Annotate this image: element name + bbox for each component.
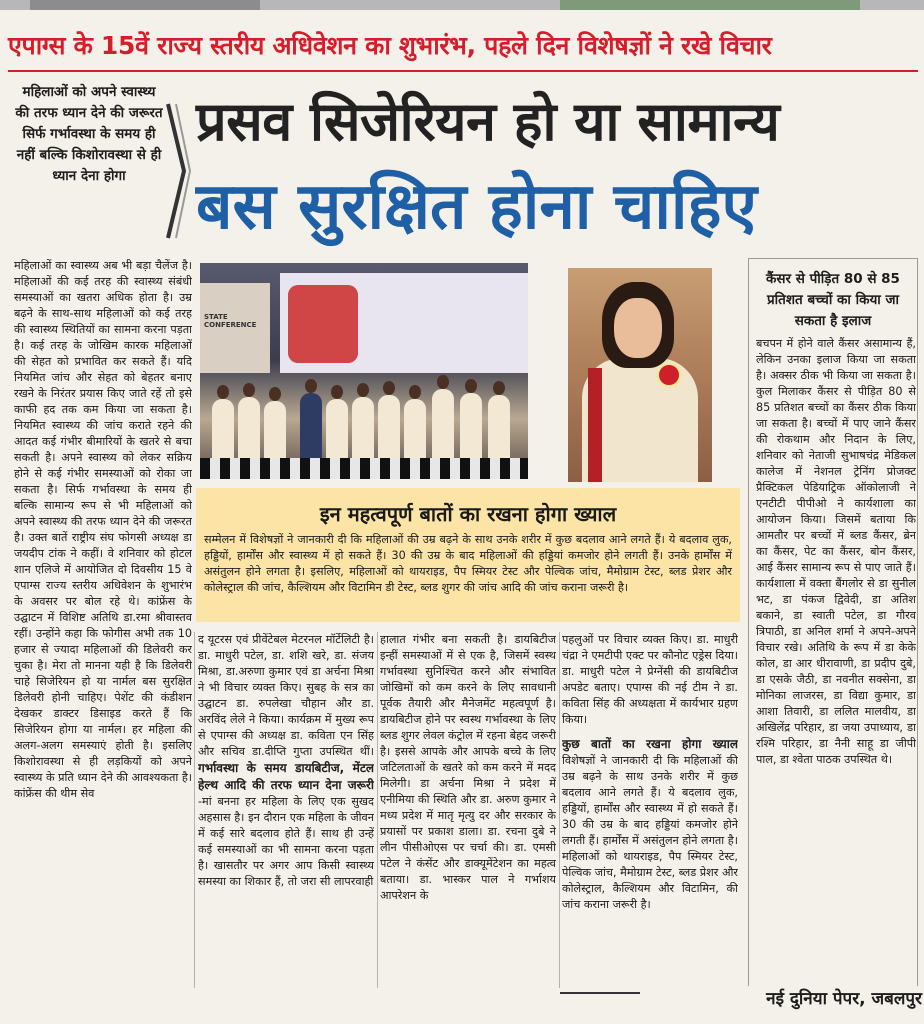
- top-photo-strip: [0, 0, 924, 10]
- source-credit: नई दुनिया पेपर, जबलपुर: [640, 986, 922, 1009]
- column-2-text-a: द यूटरस एवं प्रीवेंटेबल मेटरनल मॉर्टेलिटी है। डा. माधुरी पटेल, डा. शशि खरे, डा. संजय मिश्रा, डा.अरुणा कुमार एवं डा अर्चना मिश्रा ने भी विचार व्यक्त किए। सुबह के सत्र का उद्घाटन डा. रुपलेखा चौहान और डा. अरविंद लेले ने किया। कार्यक्रम में मुख्य रूप से एपाग्स की अध्यक्ष डा. कविता एन सिंह और सचिव डा.दीप्ति गुप्ता उपस्थित थीं।: [198, 633, 374, 758]
- highlight-box: [196, 488, 740, 622]
- column-4-text-a: पहलुओं पर विचार व्यक्त किए। डा. माधुरी चंद्रा ने एमटीपी एक्ट पर कौनोट एड्रेस दिया। डा. माधुरी पटेल ने प्रेग्नेंसी की डायबिटीज अपडेट बताए। एपाग्स की नई टीम ने डा. कविता सिंह की अध्यक्षता में कार्यभार ग्रहण किया।: [562, 633, 738, 726]
- main-headline-line-1: प्रसव सिजेरियन हो या सामान्य: [196, 90, 780, 153]
- top-headline: एपाग्स के 15वें राज्य स्तरीय अधिवेशन का शुभारंभ, पहले दिन विशेषज्ञों ने रखे विचार: [8, 31, 772, 60]
- column-4-subheading: कुछ बातों का रखना होगा ख्याल: [562, 737, 738, 751]
- cancer-sidebar-title: कैंसर से पीड़ित 80 से 85 प्रतिशत बच्चों का किया जा सकता है इलाज: [766, 271, 900, 329]
- chevron-right-icon: [164, 96, 192, 246]
- banner-text: STATE CONFERENCE: [204, 313, 257, 329]
- highlight-box-title: इन महत्वपूर्ण बातों का रखना होगा ख्याल: [319, 502, 617, 526]
- article-column-4: [562, 632, 738, 988]
- main-headline-line-2: बस सुरक्षित होना चाहिए: [196, 170, 757, 244]
- column-2-text-b: -मां बनना हर महिला के लिए एक सुखद अहसास है। इन दौरान एक महिला के जीवन में कई सारे बदलाव होते हैं। साथ ही उन्हें कई समस्याओं का भी सामना करना पड़ता है। खासतौर पर अगर आप किसी स्वास्थ्य समस्या का शिकार हैं, तो जरा सी लापरवाही: [198, 795, 374, 888]
- conference-banner: [200, 283, 270, 373]
- article-column-3: हालात गंभीर बना सकती है। डायबिटीज इन्हीं समस्याओं में से एक है, जिसमें स्वस्थ गर्भावस्था सुनिश्चित करने और संभावित जोखिमों को कम करने के लिए सावधानी पूर्वक तैयारी और मैनेजमेंट महत्वपूर्ण है। डायबिटीज होने पर स्वस्थ गर्भावस्था के लिए ब्लड शुगर लेवल कंट्रोल में रहना बेहद जरूरी है। इससे आपके और आपके बच्चे के लिए जटिलताओं के खतरे को कम करने में मदद मिलेगी। डा अर्चना मिश्रा ने प्रदेश में एनीमिया की स्थिति और डा. अरुण कुमार ने मध्य प्रदेश में मातृ मृत्यु दर और सरकार के प्रयासों पर प्रकाश डाला। डा. रचना दुबे ने लीन पीसीओएस पर चर्चा की। डा. एमसी पटेल ने कंसेंट और डाक्यूमेंटेशन का महत्व बताया। डा. भास्कर पाल ने गर्भाशय आपरेशन के: [380, 633, 556, 902]
- rosette-badge-icon: [656, 362, 682, 388]
- column-4-text-b: विशेषज्ञों ने जानकारी दी कि महिलाओं की उम्र बढ़ने के साथ उनके शरीर में कुछ बदलाव आने लगते हैं। ये बदलाव लुक, हड्डियों, हार्मोंस और स्वास्थ्य में हो सकते हैं। 30 की उम्र के बाद हड्डियां कमजोर होने लगती हैं। हार्मोंस में असंतुलन होने लगता है। महिलाओं को थायराइड, पैप स्मियर टेस्ट, पेल्विक जांच, मैमोग्राम टेस्ट, ब्लड प्रेशर और कोलेस्ट्राल, कैल्शियम और विटामिन, की जांच कराना जरूरी है।: [562, 754, 738, 911]
- stage-floor: [200, 458, 528, 479]
- article-column-2: [198, 632, 374, 988]
- article-column-1: महिलाओं का स्वास्थ्य अब भी बड़ा चैलेंज है। महिलाओं की कई तरह की स्वास्थ्य संबंधी समस्याओं का खतरा अधिक होता है। उम्र बढ़ने के साथ-साथ महिलाओं को कई तरह की स्वास्थ्य स्थितियों का सामना करना पड़ता है। कई तरह के जोखिम कारक महिलाओं की सेहत को प्रभावित कर सकते हैं। यदि नियमित जांच और सेहत को बेहतर बनाए रखने के निरंतर प्रयास किए जाते रहें तो इसे काफी हद तक कम किया जा सकता है। नियमित स्वास्थ्य की जांच कराते रहने की आदत कई गंभीर बीमारियों के खतरे से बचा सकती है। अपने स्वास्थ्य को लेकर सक्रिय होने से कई गंभीर समस्याओं को रोका जा सकता है। सिर्फ गर्भावस्था के समय ही बल्कि सामान्य रूप से भी महिलाओं को अपने स्वास्थ्य की तरफ ध्यान देने की जरूरत है। उक्त बातें राष्ट्रीय संघ फोगसी अध्यक्ष डा जयदीप टांक ने कहीं। वे शनिवार को होटल शान एलिजे में आयोजित दो दिवसीय 15 वे एपाग्स राज्य स्तरीय अधिवेशन के शुभारंभ के अवसर पर बोल रहे थे। कांफ्रेंस के उद्घाटन में विशिष्ट अतिथि डा.रमा श्रीवास्तव रहीं। उन्होंने कहा कि फोगीस अभी तक 10 हजार से ज्यादा महिलाओं की डिलेवरी कर चुका है। मेरा तो मानना यही है कि डिलेवरी चाहे सिजेरियन हो या नार्मल बस सुरक्षित डिलेवरी होनी चाहिए। पेशेंट की कंडीशन देखकर डाक्टर डिसाइड करते हैं कि सिजेरियन होगा या नार्मल। हर महिला की अलग-अलग समस्याएं होती है। इसलिए किशोरावस्था से ही लड़कियों को अपने स्वास्थ्य के प्रति ध्यान देने की आवश्यकता है। कांफ्रेंस की थीम सेव: [14, 259, 192, 800]
- column-2-subheading: गर्भावस्था के समय डायबिटीज, मेंटल हेल्थ आदि की तरफ ध्यान देना जरूरी: [198, 761, 374, 792]
- highlight-box-text: सम्मेलन में विशेषज्ञों ने जानकारी दी कि महिलाओं की उम्र बढ़ने के साथ उनके शरीर में कुछ बदलाव आने लगते हैं। ये बदलाव लुक, हड्डियों, हार्मोंस और स्वास्थ्य में हो सकते हैं। 30 की उम्र के बाद महिलाओं की हड्डियां कमजोर होने लगती हैं। उनके हार्मोंस में असंतुलन होने लगता है। इसलिए, महिलाओं को थायराइड, पैप स्मियर टेस्ट और पेल्विक जांच, मैमोग्राम टेस्ट, ब्लड प्रेशर और कोलेस्ट्राल की जांच, कैल्शियम और विटामिन डी टेस्ट, ब्लड शुगर की जांच आदि की जांच कराना जरूरी है।: [204, 533, 732, 594]
- side-note: महिलाओं को अपने स्वास्थ्य की तरफ ध्यान देने की जरूरत सिर्फ गर्भावस्था के समय ही नहीं बल्कि किशोरावस्था से ही ध्यान देना होगा: [15, 84, 163, 184]
- conference-group-photo: [200, 263, 528, 479]
- divider: [8, 70, 918, 72]
- cancer-sidebar-text: बचपन में होने वाले कैंसर असामान्य हैं, लेकिन उनका इलाज किया जा सकता है। अक्सर ठीक भी किया जा सकता है। कुल मिलाकर कैंसर से पीड़ित 80 से 85 प्रतिशत बच्चों का कैंसर ठीक किया जा सकता है। बच्चों में पाए जाने कैंसर की रोकथाम और निदान के लिए, शनिवार को नेताजी सुभाषचंद्र मेडिकल कालेज में नेशनल ट्रेनिंग प्रोजक्ट प्रैक्टिकल पेडियाट्रिक ऑकोलाजी ने एनटीटी पीपीओ ने कार्यशाला का आयोजन किया। जिसमें बताया कि आमतौर पर बच्चों में ब्लड कैंसर, ब्रेन का कैंसर, पेट का कैंसर, बोन कैंसर, आई कैंसर सामान्य रूप से पाए जाते हैं। कार्यशाला में वक्ता बैंगलोर से डा सुनील भट, डा पंकज द्विवेदी, डा अतिश बकाने, डा स्वाती पटेल, डा गौरव त्रिपाठी, डा अनिल शर्मा ने अपने-अपने विचार रखे। अतिथि के रूप में डा केके कोल, डा आर धीरावाणी, डा प्रदीप दुबे, डा एसके जैठी, डा नवनीत सक्सेना, डा मोनिका लाजरस, डा विद्या कुमार, डा आशा तिवारी, डा ललित मालवीय, डा अखिलेंद्र परिहार, डा जया उपाध्याय, डा रश्मि परिहार, डा नैनी साहू डा जीपी पाल, डा श्वेता पाठक उपस्थित थे।: [756, 337, 916, 766]
- projection-screen: [280, 273, 528, 373]
- speaker-portrait-photo: [568, 268, 712, 482]
